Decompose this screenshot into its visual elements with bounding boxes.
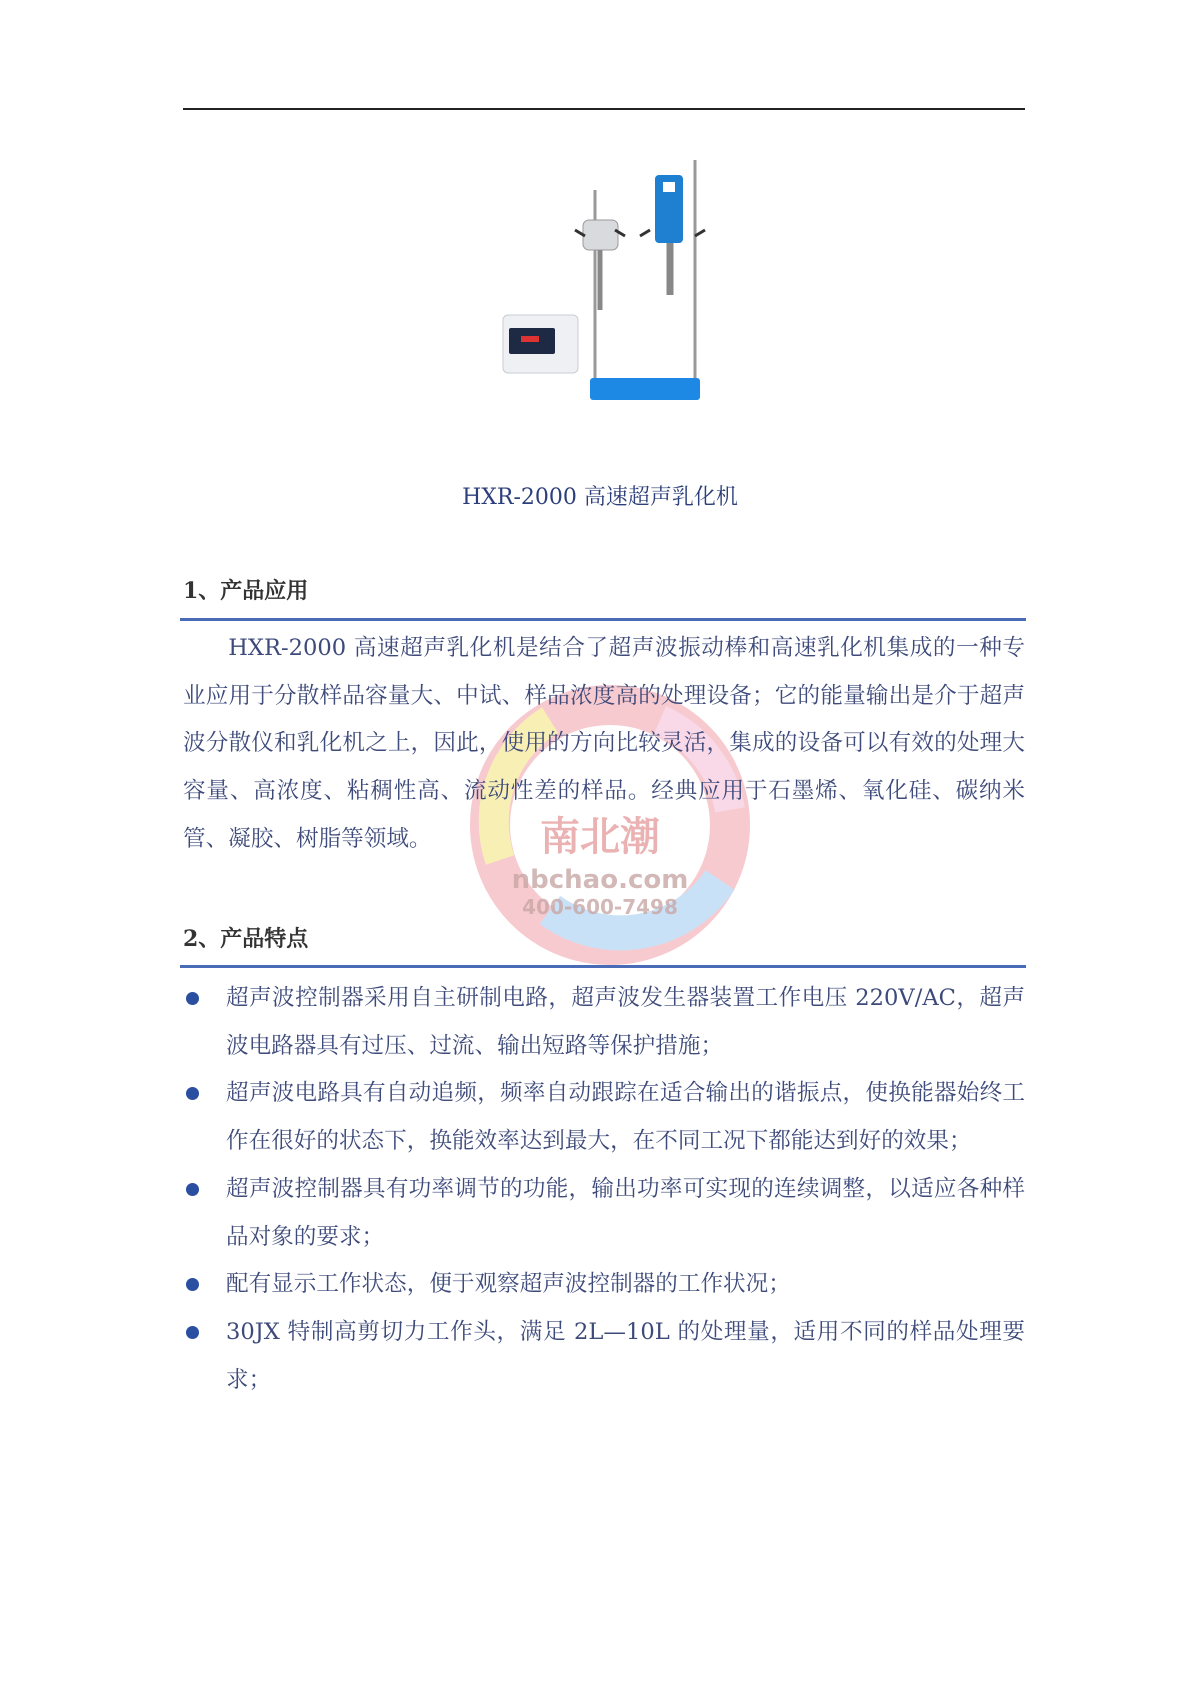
section-heading-application: 1、产品应用 <box>183 578 309 604</box>
bullet-icon <box>186 992 199 1005</box>
features-list <box>183 975 1025 1404</box>
list-item-text: 超声波控制器采用自主研制电路，超声波发生器装置工作电压 220V/AC，超声波电路器具有过压、过流、输出短路等保护措施； <box>226 985 1025 1059</box>
list-item <box>183 1309 1025 1404</box>
bullet-icon <box>186 1326 199 1339</box>
bullet-icon <box>186 1278 199 1291</box>
watermark-name: 南北潮 <box>540 814 660 860</box>
watermark-site: nbchao.com <box>511 865 689 895</box>
section-rule <box>180 965 1026 968</box>
product-image <box>495 150 725 420</box>
watermark-phone: 400-600-7498 <box>522 895 678 919</box>
product-caption: HXR-2000 高速超声乳化机 <box>462 485 738 510</box>
list-item <box>183 1261 1025 1309</box>
list-item <box>183 975 1025 1070</box>
bullet-icon <box>186 1087 199 1100</box>
list-item-text: 超声波电路具有自动追频，频率自动跟踪在适合输出的谐振点，使换能器始终工作在很好的状态下，换能效率达到最大，在不同工况下都能达到好的效果； <box>226 1080 1025 1155</box>
bullet-icon <box>186 1183 199 1196</box>
header-rule <box>183 108 1025 110</box>
list-item-text: 30JX 特制高剪切力工作头，满足 2L—10L 的处理量，适用不同的样品处理要求； <box>226 1318 1025 1393</box>
application-paragraph: HXR-2000 高速超声乳化机是结合了超声波振动棒和高速乳化机集成的一种专业应用于分散样品容量大、中试、样品浓度高的处理设备；它的能量输出是介于超声波分散仪和乳化机之上，因此，使用的方向比较灵活，集成的设备可以有效的处理大容量、高浓度、粘稠性高、流动性差的样品。经典应用于石墨烯、氧化硅、碳纳米管、凝胶、树脂等领域。 <box>183 635 1025 852</box>
list-item <box>183 1166 1025 1261</box>
list-item-text: 配有显示工作状态，便于观察超声波控制器的工作状况； <box>226 1271 791 1298</box>
list-item <box>183 1070 1025 1165</box>
section-heading-features: 2、产品特点 <box>183 926 309 952</box>
section-rule <box>180 618 1026 621</box>
list-item-text: 超声波控制器具有功率调节的功能，输出功率可实现的连续调整，以适应各种样品对象的要求； <box>226 1175 1025 1250</box>
